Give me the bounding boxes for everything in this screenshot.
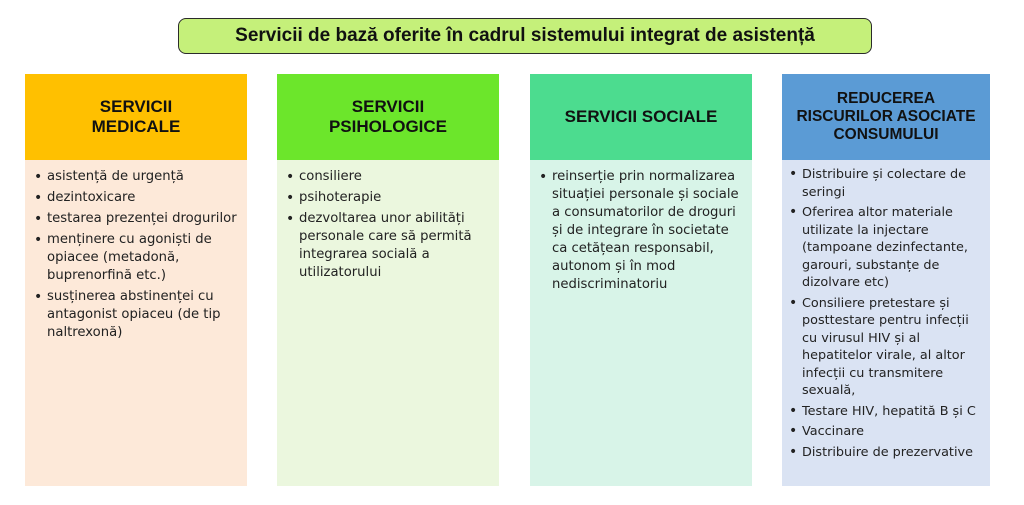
header-social	[530, 74, 752, 160]
column-social	[530, 74, 752, 486]
header-line: SERVICII	[351, 96, 425, 116]
body-medical	[25, 160, 247, 486]
list-item: • testarea prezenței drogurilor	[31, 210, 239, 228]
column-medical	[25, 74, 247, 486]
column-risk-reduction	[782, 74, 990, 486]
list-item: • asistență de urgență	[31, 168, 239, 186]
list-item: • dezintoxicare	[31, 189, 239, 207]
header-line: MEDICALE	[91, 117, 181, 136]
header-line: RISCURILOR ASOCIATE	[796, 108, 976, 126]
body-risk-reduction	[782, 160, 990, 486]
list-item: • Distribuire și colectare de seringi	[786, 166, 986, 201]
header-psychological	[277, 74, 499, 160]
body-psychological	[277, 160, 499, 486]
list-item: • consiliere	[283, 168, 491, 186]
list-item: • susținerea abstinenței cu antagonist opiaceu (de tip naltrexonă)	[31, 288, 239, 342]
header-line: PSIHOLOGICE	[328, 117, 448, 136]
header-risk-reduction	[782, 74, 990, 160]
list-item: • Distribuire de prezervative	[786, 444, 986, 462]
list-item: • menținere cu agoniști de opiacee (metadonă, buprenorfină etc.)	[31, 231, 239, 285]
diagram-title: Servicii de bază oferite în cadrul sistemului integrat de asistență	[178, 18, 872, 54]
list-item: • dezvoltarea unor abilități personale care să permită integrarea socială a utilizatorului	[283, 210, 491, 282]
header-line: SERVICII SOCIALE	[564, 106, 718, 126]
header-medical	[25, 74, 247, 160]
header-line: SERVICII	[99, 96, 173, 116]
list-item: • Oferirea altor materiale utilizate la injectare (tampoane dezinfectante, garouri, substanțe de dizolvare etc)	[786, 204, 986, 292]
list-item: • reinserție prin normalizarea situației personale și sociale a consumatorilor de droguri și de integrare în societate ca cetățean responsabil, autonom și în mod nediscriminatoriu	[536, 168, 744, 294]
body-social	[530, 160, 752, 486]
list-item: • Testare HIV, hepatită B și C	[786, 403, 986, 421]
column-psychological	[277, 74, 499, 486]
header-line: CONSUMULUI	[833, 125, 939, 143]
header-line: REDUCEREA	[836, 90, 936, 108]
list-item: • Vaccinare	[786, 423, 986, 441]
list-item: • psihoterapie	[283, 189, 491, 207]
list-item: • Consiliere pretestare și posttestare pentru infecții cu virusul HIV și al hepatitelor virale, al altor infecții cu transmitere sexuală,	[786, 295, 986, 400]
